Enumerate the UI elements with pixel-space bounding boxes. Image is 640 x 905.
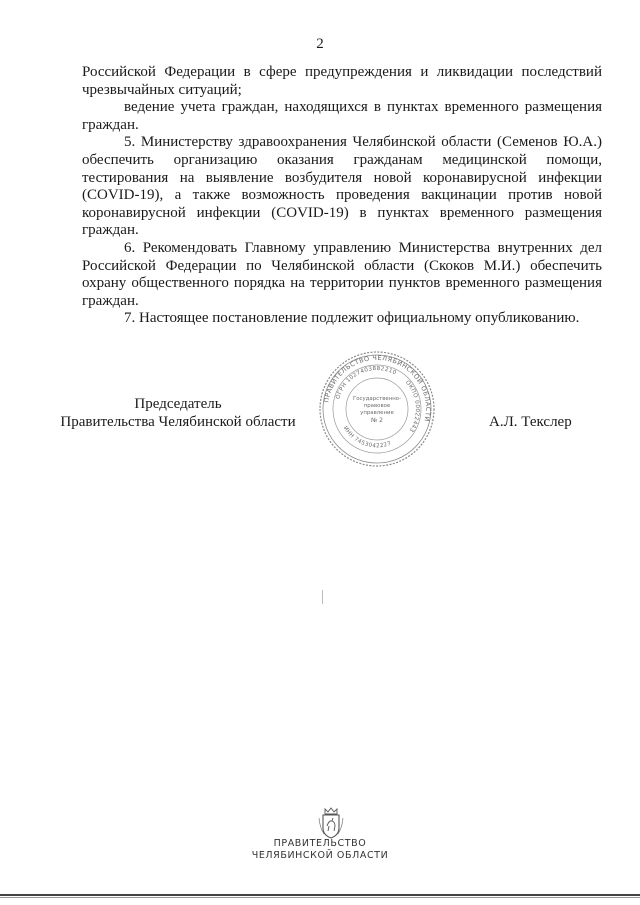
- scan-artifact: [322, 590, 323, 604]
- paragraph-item-7: 7. Настоящее постановление подлежит официальному опубликованию.: [124, 310, 580, 327]
- svg-text:ИНН 7453042227: [342, 425, 392, 449]
- official-seal: [318, 350, 436, 468]
- seal-center-line1: Государственно-: [352, 396, 402, 402]
- paragraph-item-6: 6. Рекомендовать Главному управлению Министерства внутренних дел Российской Федерации по Челябинской области (Скоков М.И.) обеспечить охрану общественного порядка на территории пунктов временного размещения граждан.: [82, 239, 602, 309]
- signatory-title-line2: Правительства Челябинской области: [60, 413, 296, 430]
- paragraph-item-5: 5. Министерству здравоохранения Челябинской области (Семенов Ю.А.) обеспечить организацию оказания гражданам медицинской помощи, тестирования на выявление возбудителя новой коронавирусной инфекции (COVID-19), а также возможность проведения вакцинации против новой коронавирусной инфекции (COVID-19) в пунктах временного размещения граждан.: [82, 134, 602, 239]
- signatory-title: [58, 396, 298, 431]
- footer-org-line2: ЧЕЛЯБИНСКОЙ ОБЛАСТИ: [251, 850, 389, 861]
- coat-of-arms-icon: [316, 806, 346, 840]
- page-number: 2: [316, 36, 324, 52]
- footer-organization: [0, 838, 640, 862]
- seal-inn-text: ИНН 7453042227: [341, 425, 393, 450]
- signatory-title-line1: Председатель: [134, 396, 222, 412]
- seal-outer-text: ПРАВИТЕЛЬСТВО ЧЕЛЯБИНСКОЙ ОБЛАСТИ: [322, 353, 433, 423]
- seal-center-line3: управление: [360, 410, 394, 416]
- seal-ogrn-text: ОГРН 1027403882210: [335, 365, 398, 400]
- signatory-name: А.Л. Текслер: [489, 414, 572, 430]
- seal-center-line4: № 2: [371, 417, 383, 424]
- bottom-rule-shadow: [0, 897, 640, 898]
- paragraph-continuation: Российской Федерации в сфере предупреждения и ликвидации последствий чрезвычайных ситуаций;: [82, 64, 602, 98]
- seal-center-line2: правовое: [363, 403, 391, 409]
- bottom-rule: [0, 894, 640, 896]
- document-body: [82, 64, 602, 328]
- paragraph-records: ведение учета граждан, находящихся в пунктах временного размещения граждан.: [82, 99, 602, 133]
- footer-org-line1: ПРАВИТЕЛЬСТВО: [273, 838, 367, 849]
- seal-okpo-text: ОКПО 00022443: [403, 379, 421, 433]
